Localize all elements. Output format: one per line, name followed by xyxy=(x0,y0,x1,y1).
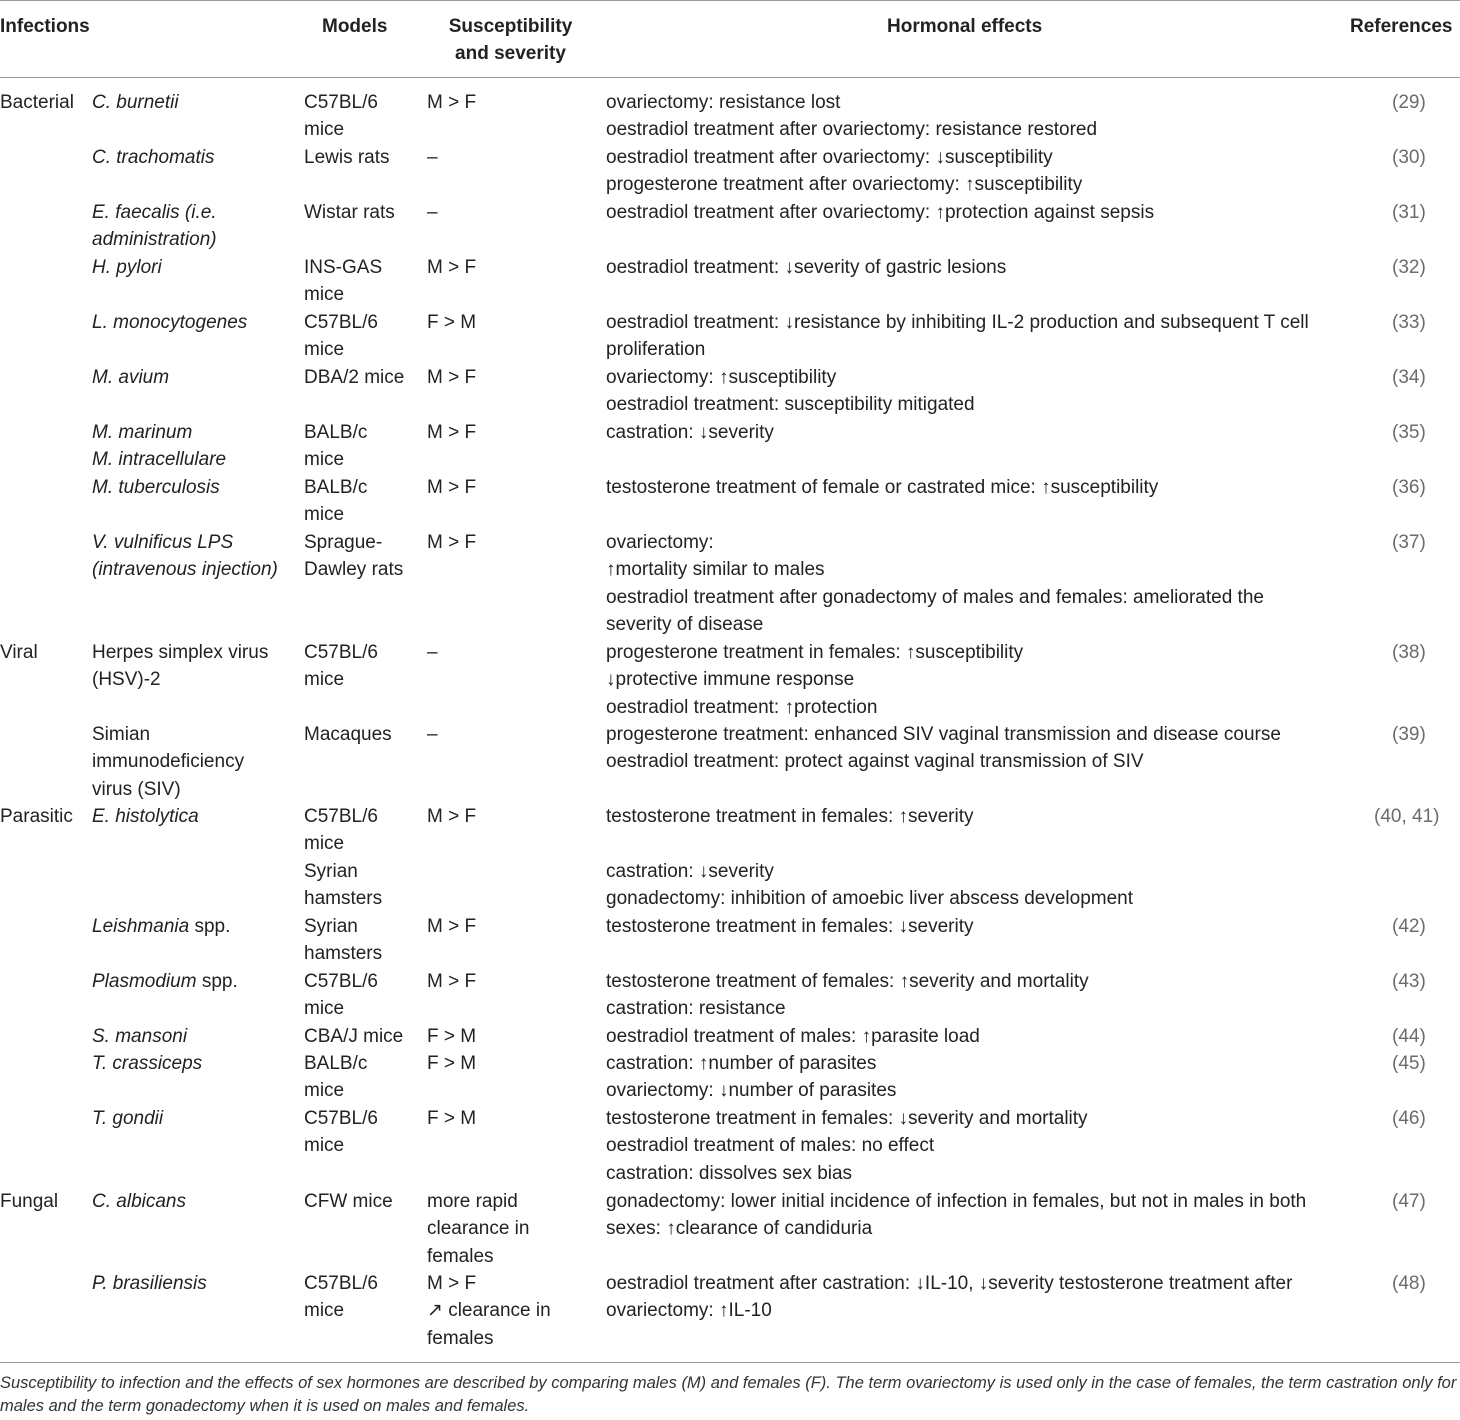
susceptibility-line: M > F xyxy=(427,422,477,443)
hormonal-effects-cell xyxy=(606,89,1097,144)
reference-link[interactable]: (39) xyxy=(1392,724,1426,745)
reference-link[interactable]: (46) xyxy=(1392,1108,1426,1129)
susceptibility-cell xyxy=(427,968,476,995)
effect-line: oestradiol treatment after ovariectomy: ↑protection against sepsis xyxy=(606,202,1155,223)
infection-cell xyxy=(92,913,230,940)
effect-line: testosterone treatment in females: ↑severity xyxy=(606,806,974,827)
infection-cell xyxy=(92,144,214,171)
infection-line: M. intracellulare xyxy=(92,449,227,471)
susceptibility-cell xyxy=(427,1188,529,1270)
species-italic: H. pylori xyxy=(92,257,162,278)
effect-line: gonadectomy: inhibition of amoebic liver abscess development xyxy=(606,888,1134,910)
reference-link[interactable]: (29) xyxy=(1392,92,1426,113)
infection-cell xyxy=(92,1105,163,1132)
model-line: mice xyxy=(304,1300,345,1322)
reference-link[interactable]: (45) xyxy=(1392,1053,1426,1074)
reference-cell xyxy=(1392,199,1426,226)
reference-punct: ) xyxy=(1433,806,1440,827)
reference-link[interactable]: (34) xyxy=(1392,367,1426,388)
susceptibility-line: M > F xyxy=(427,806,477,827)
susceptibility-cell xyxy=(427,419,476,446)
model-cell xyxy=(304,1023,403,1050)
susceptibility-cell xyxy=(427,254,476,281)
infection-cell xyxy=(92,89,179,116)
effect-line xyxy=(606,830,1133,857)
infection-line: E. faecalis (i.e. xyxy=(92,202,217,223)
effect-line: oestradiol treatment: ↑protection xyxy=(606,696,878,718)
model-line: Macaques xyxy=(304,724,392,745)
model-line: hamsters xyxy=(304,943,383,965)
hormonal-effects-cell xyxy=(606,1270,1292,1325)
susceptibility-cell xyxy=(427,639,438,666)
infection-line: (intravenous injection) xyxy=(92,559,278,581)
susceptibility-cell xyxy=(427,803,476,830)
infection-name xyxy=(92,144,214,171)
effect-line: oestradiol treatment after ovariectomy: ↓susceptibility xyxy=(606,147,1053,168)
model-line: mice xyxy=(304,504,345,526)
infection-cell xyxy=(92,474,220,501)
species-italic: M. tuberculosis xyxy=(92,477,220,498)
reference-cell xyxy=(1392,1105,1426,1132)
infection-name xyxy=(92,1188,186,1215)
effect-line: castration: ↑number of parasites xyxy=(606,1053,877,1074)
infection-name xyxy=(92,1105,163,1132)
infection-line: administration) xyxy=(92,229,217,251)
hormonal-effects-cell xyxy=(606,364,975,419)
reference-link[interactable]: (38) xyxy=(1392,642,1426,663)
model-line: BALB/c xyxy=(304,477,368,498)
reference-cell xyxy=(1392,254,1426,281)
table-footnote: Susceptibility to infection and the effects of sex hormones are described by comparing males (M) and females (F). The term ovariectomy is used only in the case of females, the term castration only for males and the term gonadectomy when it is used on males and females. xyxy=(0,1374,1457,1415)
hormonal-effects-cell xyxy=(606,968,1089,1023)
reference-cell xyxy=(1374,803,1440,830)
effect-line: ovariectomy: ↑IL-10 xyxy=(606,1300,772,1322)
reference-cell xyxy=(1392,364,1426,391)
model-line: mice xyxy=(304,833,345,855)
model-line: mice xyxy=(304,669,345,691)
model-cell xyxy=(304,254,382,309)
model-cell xyxy=(304,309,378,364)
reference-cell xyxy=(1392,529,1426,556)
susceptibility-line: F > M xyxy=(427,1108,477,1129)
model-line: C57BL/6 xyxy=(304,642,378,663)
effect-line: testosterone treatment in females: ↓severity and mortality xyxy=(606,1108,1088,1129)
effect-line: testosterone treatment of female or castrated mice: ↑susceptibility xyxy=(606,477,1159,498)
header-references: References xyxy=(1350,16,1453,37)
model-cell xyxy=(304,89,378,144)
infection-cell xyxy=(92,1050,202,1077)
infection-line: immunodeficiency xyxy=(92,751,245,773)
reference-cell xyxy=(1392,144,1426,171)
infection-cell xyxy=(92,1188,186,1215)
infection-cell xyxy=(92,1023,187,1050)
effect-line: oestradiol treatment: protect against vaginal transmission of SIV xyxy=(606,751,1144,773)
infection-cell xyxy=(92,639,268,694)
susceptibility-cell xyxy=(427,364,476,391)
susceptibility-line: M > F xyxy=(427,916,477,937)
model-line: Wistar rats xyxy=(304,202,395,223)
species-italic: C. albicans xyxy=(92,1191,186,1212)
species-italic: M. avium xyxy=(92,367,170,388)
infection-name xyxy=(92,474,220,501)
model-line: mice xyxy=(304,1135,345,1157)
reference-cell xyxy=(1392,913,1426,940)
reference-link[interactable]: (33) xyxy=(1392,312,1426,333)
susceptibility-line: F > M xyxy=(427,1053,477,1074)
infection-cell xyxy=(92,199,217,254)
reference-cell xyxy=(1392,1023,1426,1050)
susceptibility-cell xyxy=(427,1105,476,1132)
model-cell xyxy=(304,1050,367,1105)
category-cell: Parasitic xyxy=(0,806,73,827)
susceptibility-cell xyxy=(427,529,476,556)
hormonal-effects-cell xyxy=(606,803,1133,913)
effect-line: ovariectomy: ↑susceptibility xyxy=(606,367,837,388)
hormonal-effects-cell xyxy=(606,721,1281,776)
model-line: C57BL/6 xyxy=(304,971,378,992)
reference-cell xyxy=(1392,721,1426,748)
infection-cell xyxy=(92,364,169,391)
effect-line: severity of disease xyxy=(606,614,764,636)
infection-name xyxy=(92,309,247,336)
species-italic: T. gondii xyxy=(92,1108,164,1129)
reference-cell xyxy=(1392,419,1426,446)
effect-line: testosterone treatment in females: ↓severity xyxy=(606,916,974,937)
table-bottom-rule xyxy=(0,1362,1460,1363)
infection-line: Herpes simplex virus xyxy=(92,642,269,663)
susceptibility-cell xyxy=(427,1050,476,1077)
susceptibility-line: M > F xyxy=(427,257,477,278)
infection-name xyxy=(92,803,199,830)
category-cell: Viral xyxy=(0,642,38,663)
infection-line: virus (SIV) xyxy=(92,778,181,800)
table-top-rule xyxy=(0,0,1460,1)
reference-cell xyxy=(1392,639,1426,666)
susceptibility-cell xyxy=(427,199,438,226)
species-suffix: spp. xyxy=(189,916,231,937)
reference-cell xyxy=(1392,309,1426,336)
effect-line: ovariectomy: resistance lost xyxy=(606,92,841,113)
model-line: Lewis rats xyxy=(304,147,390,168)
effect-line: oestradiol treatment: ↓resistance by inhibiting IL-2 production and subsequent T cell xyxy=(606,312,1309,333)
susceptibility-line: F > M xyxy=(427,312,477,333)
infection-line: (HSV)-2 xyxy=(92,669,161,691)
reference-link[interactable]: (47) xyxy=(1392,1191,1426,1212)
reference-link[interactable]: 41 xyxy=(1412,806,1434,827)
model-line: hamsters xyxy=(304,888,383,910)
model-line: BALB/c xyxy=(304,1053,368,1074)
susceptibility-cell xyxy=(427,474,476,501)
species-italic: L. monocytogenes xyxy=(92,312,248,333)
category-cell: Fungal xyxy=(0,1191,59,1212)
susceptibility-cell xyxy=(427,309,476,336)
infection-name xyxy=(92,254,162,281)
model-line: INS-GAS xyxy=(304,257,383,278)
reference-link[interactable]: 40 xyxy=(1380,806,1402,827)
header-infections: Infections xyxy=(0,16,90,37)
model-cell xyxy=(304,364,404,391)
model-cell xyxy=(304,639,378,694)
effect-line: oestradiol treatment: susceptibility mitigated xyxy=(606,394,975,416)
species-italic: S. mansoni xyxy=(92,1026,188,1047)
effect-line: progesterone treatment: enhanced SIV vaginal transmission and disease course xyxy=(606,724,1281,745)
reference-cell xyxy=(1392,1270,1426,1297)
header-susceptibility-line: Susceptibility xyxy=(448,16,573,37)
species-italic: Leishmania xyxy=(92,916,190,937)
model-line: C57BL/6 xyxy=(304,312,378,333)
susceptibility-line: clearance in xyxy=(427,1218,530,1240)
susceptibility-line: M > F xyxy=(427,367,477,388)
effect-line: oestradiol treatment of males: no effect xyxy=(606,1135,935,1157)
susceptibility-line: more rapid xyxy=(427,1191,518,1212)
susceptibility-line: females xyxy=(427,1245,494,1267)
species-italic: C. trachomatis xyxy=(92,147,215,168)
reference-cell xyxy=(1392,89,1426,116)
model-line: mice xyxy=(304,1080,345,1102)
effect-line: proliferation xyxy=(606,339,706,361)
model-line: mice xyxy=(304,449,345,471)
model-line: Syrian xyxy=(304,860,358,882)
susceptibility-line: M > F xyxy=(427,477,477,498)
model-line: mice xyxy=(304,119,345,141)
susceptibility-cell xyxy=(427,1023,476,1050)
effect-line: castration: ↓severity xyxy=(606,422,774,443)
susceptibility-line: M > F xyxy=(427,971,477,992)
effect-line: oestradiol treatment of males: ↑parasite load xyxy=(606,1026,980,1047)
species-italic: C. burnetii xyxy=(92,92,179,113)
model-cell xyxy=(304,913,382,968)
infection-line: V. vulnificus LPS xyxy=(92,532,234,553)
infection-name xyxy=(92,364,169,391)
reference-link[interactable]: (32) xyxy=(1392,257,1426,278)
model-line: C57BL/6 xyxy=(304,92,378,113)
susceptibility-line: M > F xyxy=(427,1273,477,1294)
model-line: Syrian xyxy=(304,916,358,937)
hormonal-effects-cell xyxy=(606,419,774,446)
hormonal-effects-cell xyxy=(606,639,1023,721)
hormonal-effects-cell xyxy=(606,254,1006,281)
susceptibility-cell xyxy=(427,89,476,116)
reference-punct: ( xyxy=(1374,806,1381,827)
effect-line: sexes: ↑clearance of candiduria xyxy=(606,1218,873,1240)
susceptibility-line: – xyxy=(427,147,438,168)
infection-line: M. marinum xyxy=(92,422,193,443)
hormonal-effects-cell xyxy=(606,474,1158,501)
model-cell xyxy=(304,474,367,529)
susceptibility-cell xyxy=(427,721,438,748)
model-cell xyxy=(304,419,367,474)
reference-cell xyxy=(1392,474,1426,501)
reference-link[interactable]: (31) xyxy=(1392,202,1426,223)
model-line: CBA/J mice xyxy=(304,1026,404,1047)
reference-link[interactable]: (36) xyxy=(1392,477,1426,498)
reference-cell xyxy=(1392,1050,1426,1077)
reference-link[interactable]: (44) xyxy=(1392,1026,1426,1047)
infection-name xyxy=(92,1270,207,1297)
susceptibility-line: – xyxy=(427,202,438,223)
infection-name xyxy=(92,1023,187,1050)
effect-line: progesterone treatment in females: ↑susceptibility xyxy=(606,642,1024,663)
susceptibility-cell xyxy=(427,1270,551,1352)
effect-line: gonadectomy: lower initial incidence of infection in females, but not in males in both xyxy=(606,1191,1307,1212)
reference-link[interactable]: (30) xyxy=(1392,147,1426,168)
model-cell xyxy=(304,721,392,748)
model-cell xyxy=(304,1188,393,1215)
reference-link[interactable]: (48) xyxy=(1392,1273,1426,1294)
header-hormonal-effects: Hormonal effects xyxy=(887,16,1043,37)
infection-cell xyxy=(92,254,162,281)
infection-name xyxy=(92,89,179,116)
model-line: mice xyxy=(304,998,345,1020)
susceptibility-cell xyxy=(427,913,476,940)
table-header-rule xyxy=(0,77,1460,78)
susceptibility-line: females xyxy=(427,1327,494,1349)
hormonal-effects-cell xyxy=(606,1050,896,1105)
hormonal-effects-cell xyxy=(606,1188,1306,1243)
hormonal-effects-cell xyxy=(606,309,1309,364)
header-susceptibility-line: and severity xyxy=(455,43,566,64)
infection-cell xyxy=(92,803,199,830)
model-line: C57BL/6 xyxy=(304,806,378,827)
reference-cell xyxy=(1392,1188,1426,1215)
susceptibility-line: M > F xyxy=(427,92,477,113)
hormonal-effects-cell xyxy=(606,913,974,940)
susceptibility-line: – xyxy=(427,724,438,745)
model-line: Dawley rats xyxy=(304,559,404,581)
infection-line: Simian xyxy=(92,724,151,745)
model-cell xyxy=(304,968,378,1023)
reference-link[interactable]: (37) xyxy=(1392,532,1426,553)
model-line: C57BL/6 xyxy=(304,1108,378,1129)
effect-line: castration: dissolves sex bias xyxy=(606,1162,853,1184)
infection-cell xyxy=(92,1270,207,1297)
header-susceptibility xyxy=(443,13,578,67)
infection-name xyxy=(92,913,230,940)
category-cell: Bacterial xyxy=(0,92,74,113)
model-cell xyxy=(304,803,382,913)
reference-link[interactable]: (43) xyxy=(1392,971,1426,992)
susceptibility-line: M > F xyxy=(427,532,477,553)
reference-link[interactable]: (42) xyxy=(1392,916,1426,937)
model-cell xyxy=(304,1105,378,1160)
effect-line: oestradiol treatment: ↓severity of gastric lesions xyxy=(606,257,1007,278)
reference-cell xyxy=(1392,968,1426,995)
effect-line: oestradiol treatment after castration: ↓IL-10, ↓severity testosterone treatment after xyxy=(606,1273,1293,1294)
model-cell xyxy=(304,1270,378,1325)
hormonal-effects-cell xyxy=(606,1023,980,1050)
effect-line: castration: ↓severity xyxy=(606,860,774,882)
model-cell xyxy=(304,199,395,226)
effect-line: oestradiol treatment after gonadectomy of males and females: ameliorated the xyxy=(606,586,1264,608)
model-line: CFW mice xyxy=(304,1191,393,1212)
infection-cell xyxy=(92,529,278,584)
hormonal-effects-cell xyxy=(606,1105,1088,1187)
effect-line: castration: resistance xyxy=(606,998,786,1020)
reference-link[interactable]: (35) xyxy=(1392,422,1426,443)
model-line: Sprague- xyxy=(304,532,383,553)
hormonal-effects-cell xyxy=(606,199,1154,226)
species-italic: P. brasiliensis xyxy=(92,1273,207,1294)
infection-cell xyxy=(92,968,238,995)
infection-cell xyxy=(92,721,244,803)
infection-cell xyxy=(92,309,247,336)
infection-name xyxy=(92,1050,202,1077)
infection-cell xyxy=(92,419,226,474)
effect-line: ↑mortality similar to males xyxy=(606,559,825,581)
species-italic: T. crassiceps xyxy=(92,1053,203,1074)
header-models: Models xyxy=(322,16,388,37)
hormonal-effects-cell xyxy=(606,144,1082,199)
effect-line: ovariectomy: ↓number of parasites xyxy=(606,1080,897,1102)
susceptibility-line: ↗ clearance in xyxy=(427,1300,551,1322)
effect-line: progesterone treatment after ovariectomy: ↑susceptibility xyxy=(606,174,1083,196)
reference-punct: , xyxy=(1401,806,1413,827)
effect-line: oestradiol treatment after ovariectomy: resistance restored xyxy=(606,119,1098,141)
model-line: mice xyxy=(304,284,345,306)
model-cell xyxy=(304,144,390,171)
susceptibility-line: – xyxy=(427,642,438,663)
model-line: C57BL/6 xyxy=(304,1273,378,1294)
species-suffix: spp. xyxy=(196,971,238,992)
model-line: mice xyxy=(304,339,345,361)
species-italic: Plasmodium xyxy=(92,971,197,992)
effect-line: ovariectomy: xyxy=(606,532,714,553)
infection-name xyxy=(92,968,238,995)
species-italic: E. histolytica xyxy=(92,806,199,827)
model-line: DBA/2 mice xyxy=(304,367,405,388)
susceptibility-line: F > M xyxy=(427,1026,477,1047)
effect-line: ↓protective immune response xyxy=(606,669,855,691)
susceptibility-cell xyxy=(427,144,438,171)
model-cell xyxy=(304,529,403,584)
effect-line: testosterone treatment of females: ↑severity and mortality xyxy=(606,971,1089,992)
model-line: BALB/c xyxy=(304,422,368,443)
hormonal-effects-cell xyxy=(606,529,1264,639)
